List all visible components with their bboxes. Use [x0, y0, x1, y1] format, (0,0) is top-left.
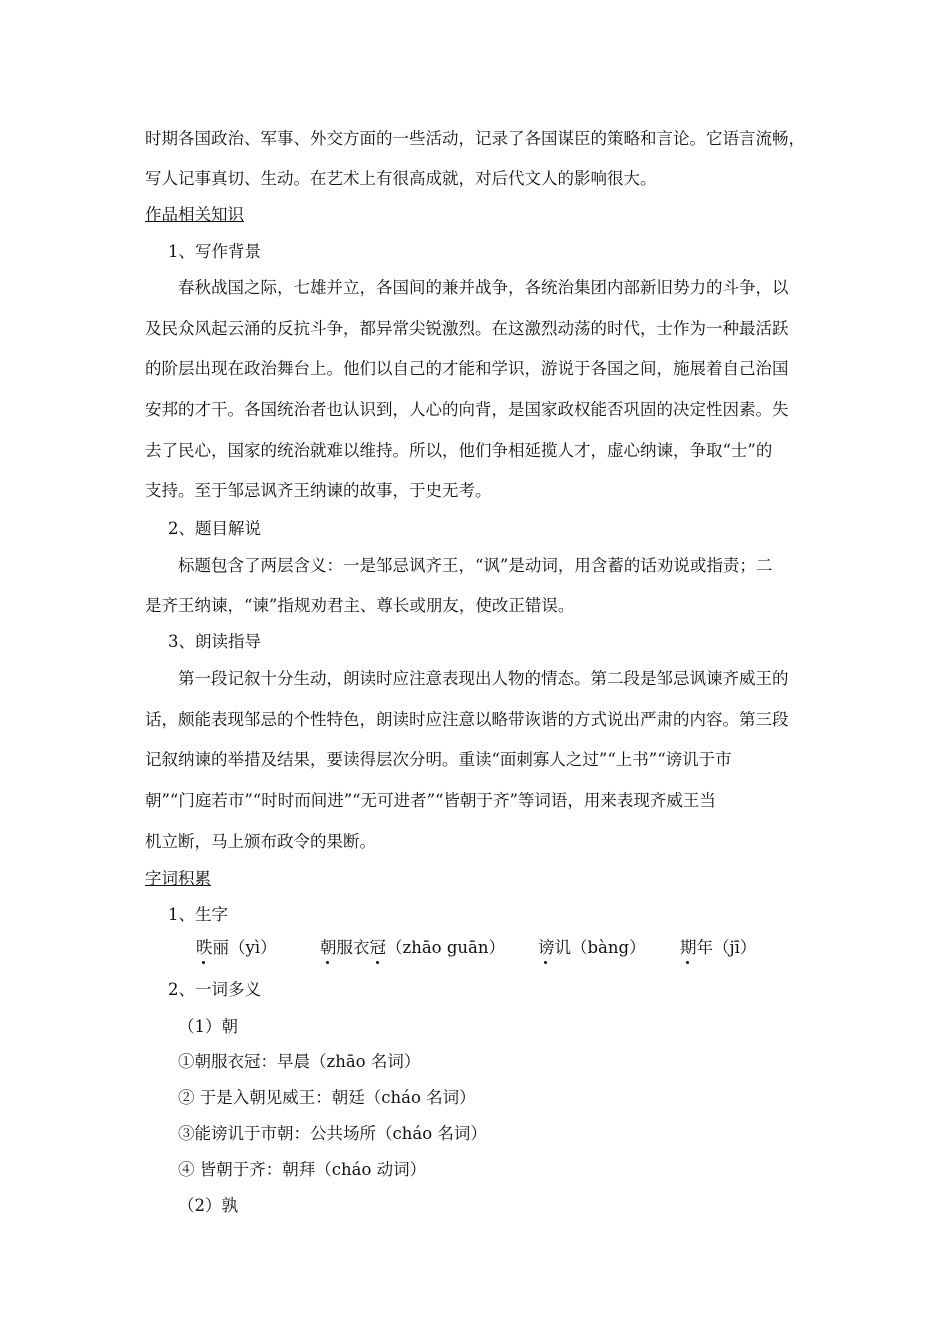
emphasis-dot	[376, 961, 379, 964]
paragraph-line: 及民众风起云涌的反抗斗争，都异常尖锐激烈。在这激烈动荡的时代，士作为一种最活跃	[145, 319, 789, 338]
polysemy-sense: ④ 皆朝于齐：朝拜（cháo 动词）	[178, 1160, 427, 1179]
paragraph-line: 机立断，马上颁布政令的果断。	[145, 832, 376, 851]
subsection-title: 1、生字	[168, 905, 228, 924]
emphasis-dot	[686, 961, 689, 964]
new-char-item: 谤讥（bàng）	[538, 937, 646, 959]
polysemy-word-label: （1）朝	[178, 1017, 238, 1036]
paragraph-line: 去了民心，国家的统治就难以维持。所以，他们争相延揽人才，虚心纳谏，争取“士”的	[145, 441, 773, 460]
section-heading-knowledge: 作品相关知识	[145, 205, 244, 224]
new-char-item: 昳丽（yì）	[196, 937, 277, 959]
paragraph-line: 的阶层出现在政治舞台上。他们以自己的才能和学识，游说于各国之间，施展着自己治国	[145, 359, 789, 378]
paragraph-line: 是齐王纳谏，“谏”指规劝君主、尊长或朋友，使改正错误。	[145, 596, 575, 615]
subsection-title: 2、题目解说	[168, 519, 261, 538]
paragraph-line: 春秋战国之际，七雄并立，各国间的兼并战争，各统治集团内部新旧势力的斗争，以	[178, 278, 789, 297]
paragraph-line: 第一段记叙十分生动，朗读时应注意表现出人物的情态。第二段是邹忌讽谏齐威王的	[178, 669, 789, 688]
subsection-title: 1、写作背景	[168, 242, 261, 261]
new-chars-row	[0, 937, 950, 967]
subsection-title: 3、朗读指导	[168, 632, 261, 651]
emphasis-dot	[544, 961, 547, 964]
intro-line: 时期各国政治、军事、外交方面的一些活动，记录了各国谋臣的策略和言论。它语言流畅，	[145, 129, 805, 148]
paragraph-line: 记叙纳谏的举措及结果，要读得层次分明。重读“面刺寡人之过”“上书”“谤讥于市	[145, 750, 732, 769]
section-heading-vocab: 字词积累	[145, 869, 211, 888]
new-char-item: 朝服衣冠（zhāo guān）	[320, 937, 505, 959]
paragraph-line: 话，颇能表现邹忌的个性特色，朗读时应注意以略带诙谐的方式说出严肃的内容。第三段	[145, 710, 789, 729]
paragraph-line: 标题包含了两层含义：一是邹忌讽齐王，“讽”是动词，用含蓄的话劝说或指责；二	[178, 556, 773, 575]
polysemy-word-label: （2）孰	[178, 1196, 238, 1215]
paragraph-line: 安邦的才干。各国统治者也认识到，人心的向背，是国家政权能否巩固的决定性因素。失	[145, 400, 789, 419]
polysemy-sense: ② 于是入朝见威王：朝廷（cháo 名词）	[178, 1088, 476, 1107]
paragraph-line: 朝”“门庭若市”“时时而间进”“无可进者”“皆朝于齐”等词语，用来表现齐威王当	[145, 791, 716, 810]
paragraph-line: 支持。至于邹忌讽齐王纳谏的故事，于史无考。	[145, 481, 492, 500]
emphasis-dot	[326, 961, 329, 964]
new-char-item: 期年（jī）	[680, 937, 756, 959]
intro-line: 写人记事真切、生动。在艺术上有很高成就，对后代文人的影响很大。	[145, 169, 657, 188]
emphasis-dot	[202, 961, 205, 964]
polysemy-sense: ③能谤讥于市朝：公共场所（cháo 名词）	[178, 1124, 487, 1143]
polysemy-sense: ①朝服衣冠：早晨（zhāo 名词）	[178, 1052, 421, 1071]
subsection-title: 2、一词多义	[168, 980, 261, 999]
